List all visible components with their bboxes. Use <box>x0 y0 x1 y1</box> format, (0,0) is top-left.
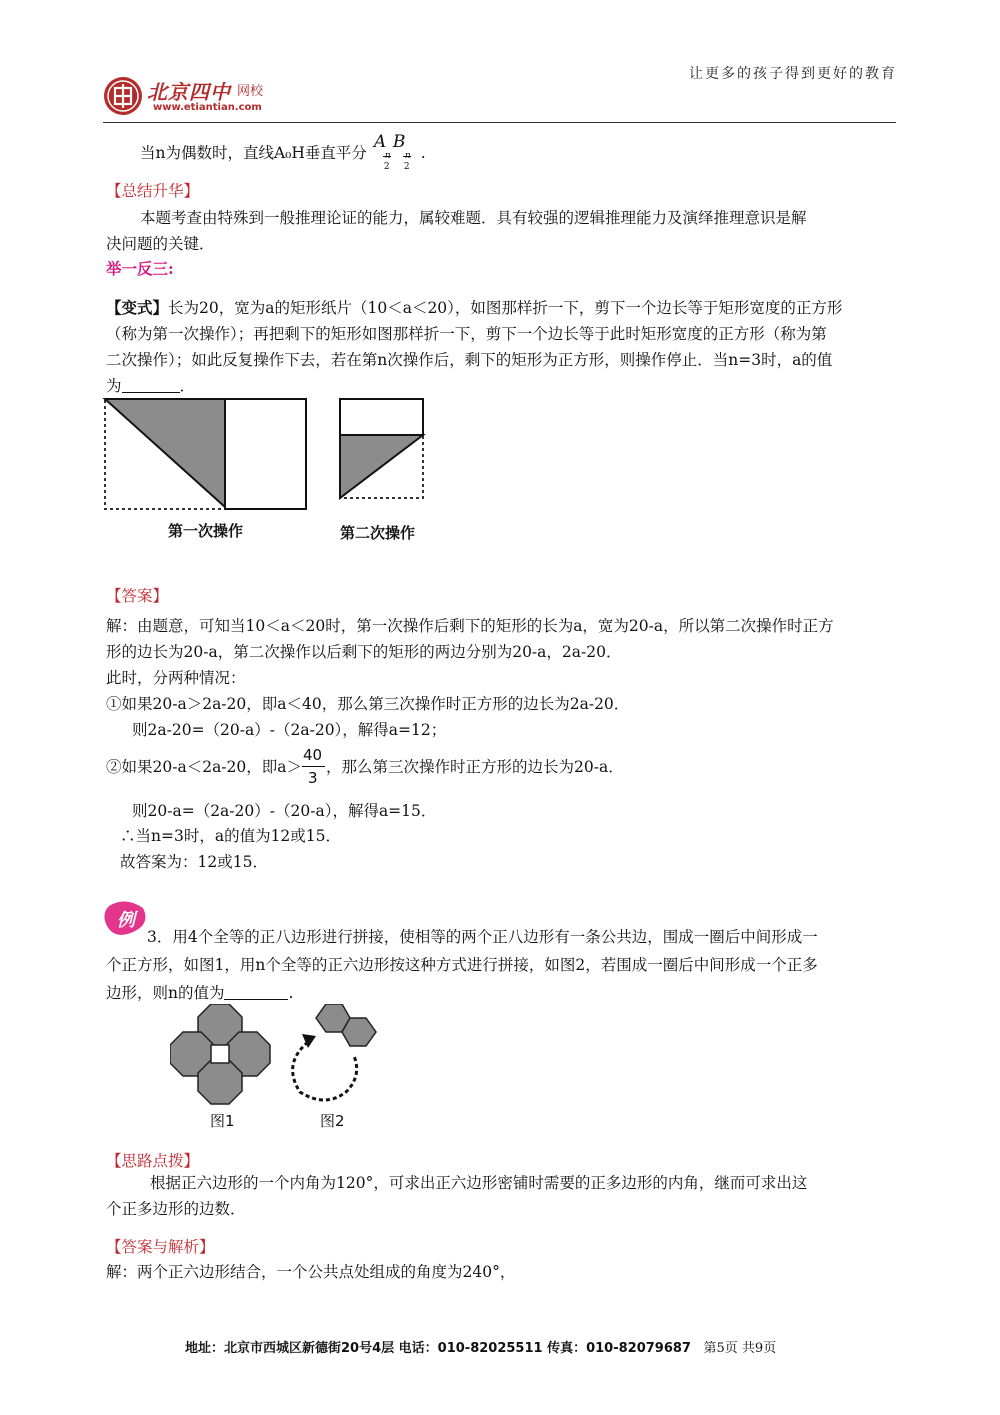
summary-title: 【总结升华】 <box>106 182 200 200</box>
fig-op1-label: 第一次操作 <box>168 522 244 540</box>
hint-title: 【思路点拨】 <box>106 1152 200 1170</box>
logo-suffix: 网校 <box>237 84 264 99</box>
answer-blank <box>122 378 180 393</box>
arrow-head-icon <box>302 1034 316 1048</box>
ans-6-post: ，那么第三次操作时正方形的边长为20-a． <box>326 758 624 776</box>
answer-line-9: 故答案为：12或15． <box>120 853 268 871</box>
answer-line-5: 则2a-20=（20-a）-（2a-20），解得a=12； <box>132 721 447 739</box>
logo <box>103 76 293 118</box>
fraction-numerator: 40 <box>303 746 323 764</box>
logo-url: www.etiantian.com <box>153 102 262 113</box>
answer-analysis-line-1: 解：两个正六边形结合，一个公共点处组成的角度为240°， <box>106 1263 516 1281</box>
variant-line-1 <box>106 298 842 318</box>
fig1-label: 图1 <box>210 1112 235 1130</box>
summary-line-1: 本题考查由特殊到一般推理论证的能力，属较难题．具有较强的逻辑推理能力及演绎推理意识是解 <box>140 209 807 227</box>
hint-line-2: 个正多边形的边数． <box>106 1200 246 1218</box>
footer-address-text: 地址：北京市西城区新德街20号4层 电话：010-82025511 传真：010-82079687 <box>185 1341 691 1356</box>
example-badge <box>103 900 149 938</box>
answer-line-1: 解：由题意，可知当10＜a＜20时，第一次操作后剩下的矩形的长为a，宽为20-a，所以第二次操作时正方 <box>106 617 834 635</box>
example-badge-text: 例 <box>117 910 135 931</box>
cycle-arrow-icon <box>293 1042 357 1100</box>
answer-line-4: ①如果20-a＞2a-20，即a＜40，那么第三次操作时正方形的边长为2a-20． <box>106 695 630 713</box>
ex3-3-post: . <box>288 984 294 1002</box>
footer-address <box>185 1337 776 1356</box>
ex3-answer-blank <box>224 985 288 1000</box>
fraction-denominator: 3 <box>308 769 318 787</box>
answer-analysis-title: 【答案与解析】 <box>106 1238 215 1256</box>
fig2-label: 图2 <box>320 1112 345 1130</box>
summary-line-2: 决问题的关键． <box>106 235 215 253</box>
example-3-line-1: 3．用4个全等的正八边形进行拼接，使相等的两个正八边形有一条公共边，围成一圈后中间形成一 <box>147 928 818 946</box>
fig-op2-label: 第二次操作 <box>340 524 416 542</box>
first-operation-figure <box>105 399 306 509</box>
footer-page: 第5页 共9页 <box>703 1341 777 1356</box>
tiling-figures <box>170 1004 390 1108</box>
ex3-3-pre: 边形，则n的值为 <box>106 984 225 1002</box>
text-even-case: 当n为偶数时，直线A₀H垂直平分 A n 2 B n 2 . <box>140 138 426 163</box>
answer-line-8: ∴当n=3时，a的值为12或15． <box>120 827 342 845</box>
answer-line-6 <box>106 746 624 787</box>
header-rule <box>103 122 896 123</box>
hint-line-1: 根据正六边形的一个内角为120°，可求出正六边形密铺时需要的正多边形的内角，继而可求出这 <box>150 1174 808 1192</box>
variant-4-pre: 为 <box>106 377 122 395</box>
fraction-40-3 <box>302 746 326 787</box>
variant-label: 【变式】 <box>106 298 169 317</box>
even-case-text: 当n为偶数时，直线A₀H垂直平分 <box>140 144 367 162</box>
variant-text-1: 长为20，宽为a的矩形纸片（10＜a＜20），如图那样折一下，剪下一个边长等于矩形宽度的正方形 <box>168 299 843 317</box>
jyfs-title: 举一反三: <box>106 259 174 278</box>
math-AB-subscript: A n 2 B n 2 <box>372 138 412 158</box>
example-3-line-2: 个正方形，如图1，用n个全等的正六边形按这种方式进行拼接，如图2，若围成一圈后中间形成一个正多 <box>106 956 818 974</box>
logo-name: 北京四中 <box>147 80 231 104</box>
variant-4-post: ． <box>179 377 196 395</box>
answer-line-2: 形的边长为20-a，第二次操作以后剩下的矩形的两边分别为20-a，2a-20． <box>106 643 622 661</box>
variant-line-2: （称为第一次操作）；再把剩下的矩形如图那样折一下，剪下一个边长等于此时矩形宽度的正方形（称为第 <box>106 325 827 343</box>
ans-6-pre: ②如果20-a＜2a-20，即a＞ <box>106 758 303 776</box>
octagon-figure <box>170 1004 270 1104</box>
answer-title: 【答案】 <box>106 587 169 605</box>
logo-emblem-icon <box>103 76 143 116</box>
variant-line-3: 二次操作）；如此反复操作下去，若在第n次操作后，剩下的矩形为正方形，则操作停止．当n=3时，a的值 <box>106 351 833 369</box>
second-operation-figure <box>340 399 423 498</box>
slogan: 让更多的孩子得到更好的教育 <box>689 66 897 82</box>
hexagon-figure <box>316 1004 376 1046</box>
answer-line-7: 则20-a=（2a-20）-（20-a），解得a=15． <box>132 802 437 820</box>
example-3-line-3 <box>106 983 293 1003</box>
variant-line-4 <box>106 376 195 396</box>
answer-line-3: 此时，分两种情况： <box>106 669 246 687</box>
